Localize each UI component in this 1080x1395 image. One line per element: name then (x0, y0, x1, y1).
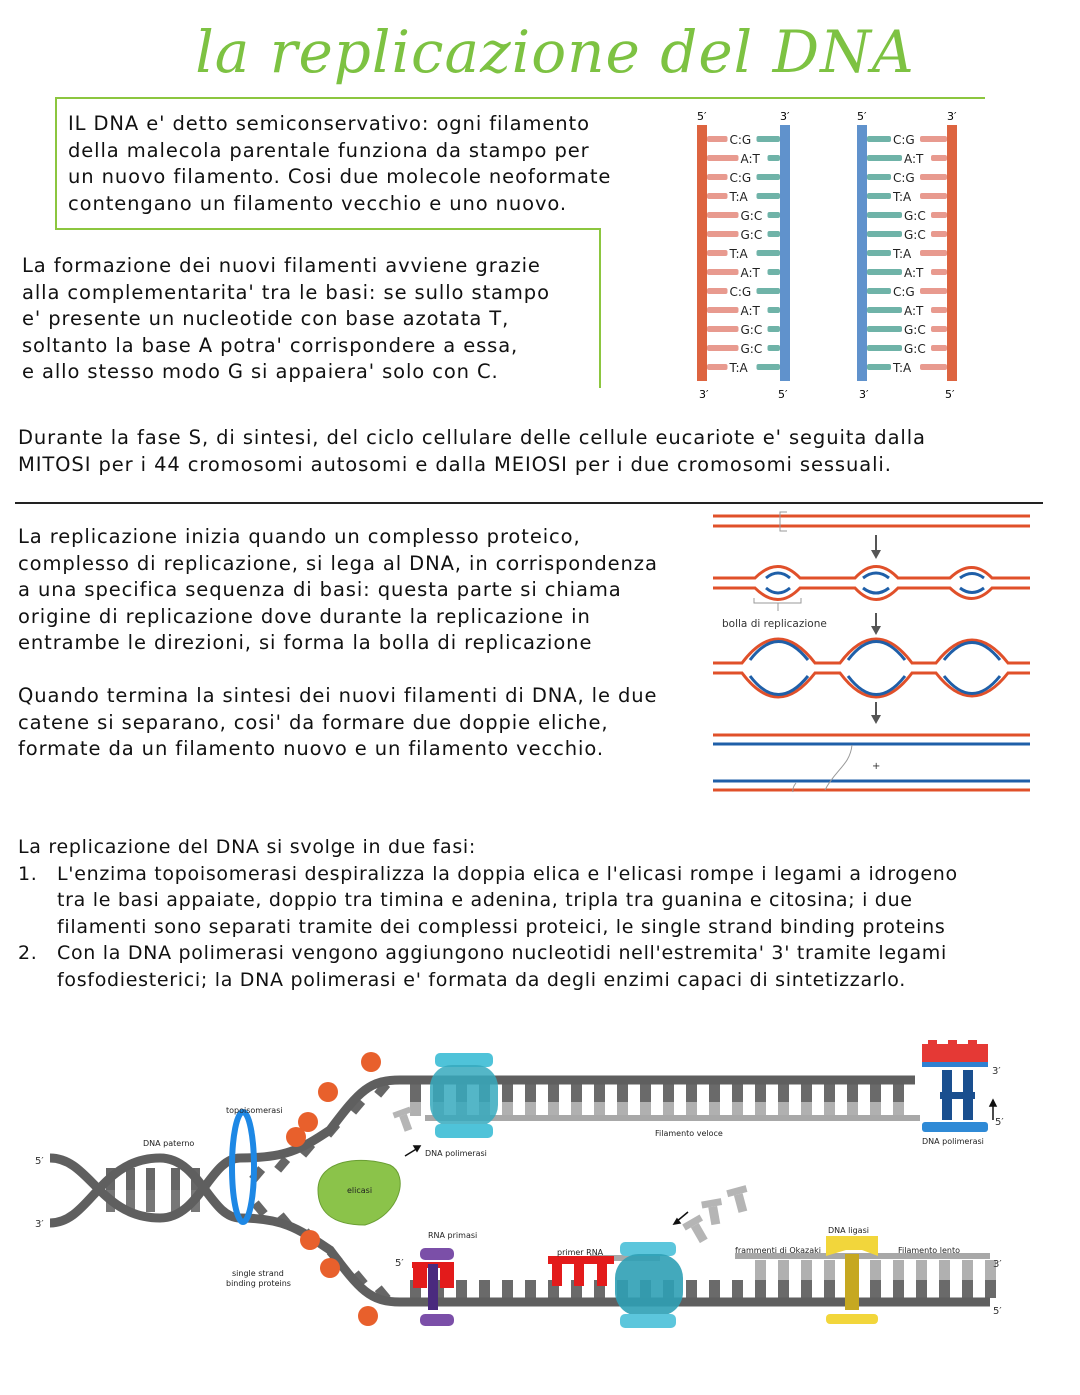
rung (920, 174, 947, 180)
base-pair-label: T:A (893, 247, 912, 261)
base-rung (755, 1280, 766, 1298)
label-dna-paterno: DNA paterno (143, 1139, 195, 1148)
label-filamento-veloce: Filamento veloce (655, 1129, 723, 1138)
end-label: 5′ (857, 110, 867, 123)
rung (867, 307, 902, 313)
base-pair-label: G:C (904, 228, 926, 242)
base-rung (732, 1102, 743, 1116)
page-title: la replicazione del DNA (195, 18, 915, 86)
section-divider (15, 502, 1043, 504)
base-pair-label: T:A (893, 190, 912, 204)
text-line: formate da un filamento nuovo e un filamento vecchio. (18, 737, 604, 760)
base-rung (709, 1084, 720, 1102)
ssb-protein (286, 1127, 306, 1147)
label-dna-polimerasi-2: DNA polimerasi (922, 1137, 984, 1146)
rung (768, 307, 781, 313)
strand-right (780, 125, 790, 381)
label-ssb-1: single strand (232, 1269, 284, 1278)
base-rung (824, 1102, 835, 1116)
end-label: 5′ (993, 1306, 1002, 1317)
rung (707, 174, 728, 180)
text-line: Quando termina la sintesi dei nuovi filamenti di DNA, le due (18, 684, 658, 707)
frame-right-line (599, 228, 601, 388)
rung (867, 364, 891, 370)
base-pair-label: C:G (893, 171, 915, 185)
rung (707, 250, 728, 256)
text-line: origine di replicazione dove durante la replicazione in (18, 604, 591, 628)
ssb-protein (361, 1052, 381, 1072)
base-rung (916, 1260, 927, 1280)
base-rung (640, 1102, 651, 1116)
base-rung (525, 1084, 536, 1102)
base-rung (686, 1102, 697, 1116)
text-line: Durante la fase S, di sintesi, del ciclo cellulare delle cellule eucariote e' seguita dalla (18, 426, 926, 449)
rung (768, 326, 781, 332)
text-line: La replicazione inizia quando un complesso proteico, (18, 525, 581, 548)
rung (757, 174, 781, 180)
base-rung (594, 1102, 605, 1116)
end-label: 5′ (778, 388, 788, 401)
rung (867, 250, 891, 256)
list-number: 2. (18, 942, 38, 964)
frame-left-line (55, 97, 57, 229)
base-rung (893, 1102, 904, 1116)
base-rung (893, 1280, 904, 1298)
text-line: MITOSI per i 44 cromosomi autosomi e dalla MEIOSI per i due cromosomi sessuali. (18, 452, 892, 476)
base-pair-label: C:G (893, 133, 915, 147)
rung (920, 136, 947, 142)
base-rung (594, 1084, 605, 1102)
base-rung (755, 1102, 766, 1116)
base-rung (171, 1168, 180, 1190)
base-pair-label: A:T (740, 304, 760, 318)
text-line: L'enzima topoisomerasi despiralizza la doppia elica e l'elicasi rompe i legami a idrogeno (57, 862, 958, 885)
rung (867, 269, 902, 275)
rung (931, 231, 947, 237)
base-rung (939, 1280, 950, 1298)
base-rung (893, 1084, 904, 1102)
base-pair-label: A:T (904, 304, 924, 318)
base-rung (548, 1084, 559, 1102)
rung (757, 136, 781, 142)
base-rung (778, 1260, 789, 1280)
end-label: 3′ (859, 388, 869, 401)
base-rung (985, 1280, 996, 1298)
base-pair-label: G:C (740, 323, 763, 337)
small-bubbles (713, 567, 1030, 600)
base-pair-label: G:C (740, 209, 763, 223)
plus-sign: + (872, 761, 881, 772)
base-rung (525, 1280, 536, 1298)
replication-bubble-figure (700, 505, 1040, 800)
base-rung (870, 1102, 881, 1116)
text-line: catene si separano, cosi' da formare due doppie eliche, (18, 710, 609, 734)
base-pair-label: T:A (893, 361, 912, 375)
frame-mid-line (55, 228, 601, 230)
phases-heading: La replicazione del DNA si svolge in due fasi: (18, 836, 477, 858)
rung (707, 193, 728, 199)
rung (920, 250, 947, 256)
large-bubbles (713, 639, 1030, 697)
end-label: 5′ (995, 1117, 1004, 1128)
base-pair-label: A:T (904, 152, 924, 166)
base-pair-label: G:C (904, 342, 926, 356)
base-rung (663, 1084, 674, 1102)
base-pair-label: C:G (729, 133, 752, 147)
rung (768, 231, 781, 237)
base-rung (479, 1280, 490, 1298)
base-rung (146, 1190, 155, 1212)
end-label: 5′ (945, 388, 955, 401)
base-rung (870, 1084, 881, 1102)
rung (757, 250, 781, 256)
label-ssb-2: binding proteins (226, 1279, 291, 1288)
label-topoisomerasi: topoisomerasi (226, 1106, 283, 1115)
base-rung (571, 1102, 582, 1116)
strand-right (947, 125, 957, 381)
base-rung (571, 1084, 582, 1102)
base-rung (801, 1260, 812, 1280)
rung (867, 155, 902, 161)
base-rung (870, 1280, 881, 1298)
termination-paragraph (18, 683, 657, 763)
base-rung (732, 1280, 743, 1298)
base-pair-label: G:C (740, 342, 763, 356)
rung (867, 288, 891, 294)
rung (757, 364, 781, 370)
strand-left (697, 125, 707, 381)
rung (707, 212, 739, 218)
rung (707, 345, 739, 351)
dna-polymerase-top-right (922, 1040, 988, 1132)
rung (707, 288, 728, 294)
rung (931, 269, 947, 275)
bubble-label: bolla di replicazione (722, 618, 827, 630)
base-rung (939, 1260, 950, 1280)
rung (707, 364, 728, 370)
ssb-protein (300, 1230, 320, 1250)
dna-polymerase-leading (430, 1053, 498, 1138)
rung (768, 155, 781, 161)
base-rung (801, 1084, 812, 1102)
base-rung (893, 1260, 904, 1280)
base-rung (126, 1168, 135, 1190)
base-rung (709, 1102, 720, 1116)
base-rung (847, 1084, 858, 1102)
text-line: La formazione dei nuovi filamenti avviene grazie (22, 254, 541, 277)
base-rung (778, 1084, 789, 1102)
end-label: 3′ (992, 1066, 1001, 1077)
base-pair-label: A:T (740, 152, 760, 166)
rung (931, 326, 947, 332)
base-pair-ladders-figure (690, 105, 970, 405)
list-number: 1. (18, 862, 38, 885)
base-rung (824, 1280, 835, 1298)
complementarity-paragraph (22, 253, 550, 386)
text-line: Con la DNA polimerasi vengono aggiungono nucleotidi nell'estremita' 3' tramite legami (57, 942, 947, 964)
rung (931, 155, 947, 161)
base-rung (824, 1084, 835, 1102)
base-rung (617, 1102, 628, 1116)
rung (757, 288, 781, 294)
base-rung (962, 1280, 973, 1298)
base-pair-label: A:T (740, 266, 760, 280)
end-label: 5′ (35, 1156, 44, 1167)
rung (920, 193, 947, 199)
rung (867, 231, 902, 237)
base-rung (847, 1102, 858, 1116)
topoisomerase (232, 1112, 254, 1222)
base-pair-label: T:A (729, 190, 748, 204)
initiation-paragraph (18, 524, 658, 657)
rung (867, 212, 902, 218)
text-line: complesso di replicazione, si lega al DNA, in corrispondenza (18, 551, 658, 575)
base-rung (410, 1102, 421, 1116)
label-dna-ligasi: DNA ligasi (828, 1226, 869, 1235)
label-dna-polimerasi: DNA polimerasi (425, 1149, 487, 1158)
base-rung (502, 1280, 513, 1298)
base-rung (709, 1280, 720, 1298)
base-rung (801, 1102, 812, 1116)
base-rung (456, 1280, 467, 1298)
base-rung (640, 1084, 651, 1102)
base-rung (778, 1280, 789, 1298)
base-pair-label: T:A (729, 361, 748, 375)
base-rung (548, 1102, 559, 1116)
label-rna-primasi: RNA primasi (428, 1231, 478, 1240)
frame-top-line (55, 97, 985, 99)
base-rung (525, 1102, 536, 1116)
list-item (18, 861, 958, 941)
base-rung (801, 1280, 812, 1298)
dna-polymerase-lagging (615, 1242, 683, 1328)
text-line: tra le basi appaiate, doppio tra timina e adenina, tripla tra guanina e citosina; i due (57, 889, 913, 911)
rung (920, 364, 947, 370)
intro-line: contengano un filamento vecchio e uno nuovo. (68, 191, 568, 215)
rung (867, 136, 891, 142)
label-primer-rna: primer RNA (557, 1248, 604, 1257)
rung (867, 193, 891, 199)
rung (867, 345, 902, 351)
end-label: 3′ (780, 110, 790, 123)
base-pair-label: C:G (893, 285, 915, 299)
base-rung (410, 1084, 421, 1102)
base-rung (686, 1084, 697, 1102)
rung (707, 231, 739, 237)
label-elicasi: elicasi (347, 1186, 373, 1195)
text-line: soltanto la base A potra' corrispondere a essa, (22, 333, 519, 357)
base-rung (870, 1260, 881, 1280)
new-strand-backbone (425, 1118, 990, 1258)
intro-line: IL DNA e' detto semiconservativo: ogni filamento (68, 112, 590, 135)
end-label: 3′ (947, 110, 957, 123)
ssb-protein (358, 1306, 378, 1326)
rung (768, 345, 781, 351)
base-rung (755, 1084, 766, 1102)
text-line: entrambe le direzioni, si forma la bolla di replicazione (18, 631, 593, 654)
rna-primer (548, 1256, 614, 1286)
rung (707, 269, 739, 275)
rung (931, 345, 947, 351)
end-label: 3′ (993, 1259, 1002, 1270)
base-rung (778, 1102, 789, 1116)
ssb-protein (318, 1082, 338, 1102)
base-rung (916, 1280, 927, 1298)
rung (707, 307, 739, 313)
list-item (18, 940, 958, 993)
end-label: 5′ (395, 1258, 404, 1269)
base-pair-label: T:A (729, 247, 748, 261)
rung (707, 326, 739, 332)
rung (920, 288, 947, 294)
base-pair-label: G:C (740, 228, 763, 242)
strand-left (857, 125, 867, 381)
base-pair-label: C:G (729, 171, 752, 185)
label-filamento-lento: Filamento lento (898, 1246, 960, 1255)
rna-primase (412, 1248, 454, 1326)
text-line: e allo stesso modo G si appaiera' solo con C. (22, 360, 499, 383)
base-rung (962, 1260, 973, 1280)
ssb-protein (320, 1258, 340, 1278)
label-frammenti-okazaki: frammenti di Okazaki (735, 1246, 821, 1255)
base-rung (755, 1260, 766, 1280)
text-line: a una specifica sequenza di basi: questa parte si chiama (18, 578, 622, 601)
base-rung (686, 1280, 697, 1298)
end-label: 3′ (35, 1219, 44, 1230)
intro-line: della malecola parentale funziona da stampo per (68, 138, 590, 162)
text-line: fosfodiesterici; la DNA polimerasi e' formata da degli enzimi capaci di sintetizzarlo. (57, 968, 907, 991)
rung (707, 155, 739, 161)
base-rung (502, 1102, 513, 1116)
rung (931, 307, 947, 313)
phase-s-paragraph (18, 425, 926, 478)
base-rung (146, 1168, 155, 1190)
end-label: 3′ (699, 388, 709, 401)
base-rung (824, 1260, 835, 1280)
base-pair-label: A:T (904, 266, 924, 280)
text-line: filamenti sono separati tramite dei complessi proteici, le single strand binding proteins (57, 915, 946, 938)
phases-list (18, 834, 958, 993)
base-rung (617, 1084, 628, 1102)
base-rung (663, 1102, 674, 1116)
base-rung (502, 1084, 513, 1102)
text-line: e' presente un nucleotide con base azotata T, (22, 307, 510, 330)
rung (707, 136, 728, 142)
base-pair-label: G:C (904, 209, 926, 223)
text-line: alla complementarita' tra le basi: se sullo stampo (22, 280, 550, 304)
base-pair-label: C:G (729, 285, 752, 299)
base-pair-label: G:C (904, 323, 926, 337)
original-dna (713, 516, 1030, 526)
rung (768, 212, 781, 218)
end-label: 5′ (697, 110, 707, 123)
rung (931, 212, 947, 218)
rung (757, 193, 781, 199)
rung (768, 269, 781, 275)
rung (867, 174, 891, 180)
intro-paragraph (68, 111, 611, 217)
intro-line: un nuovo filamento. Cosi due molecole neoformate (68, 165, 612, 188)
rung (867, 326, 902, 332)
base-rung (732, 1084, 743, 1102)
replication-fork-figure (0, 1040, 1080, 1340)
